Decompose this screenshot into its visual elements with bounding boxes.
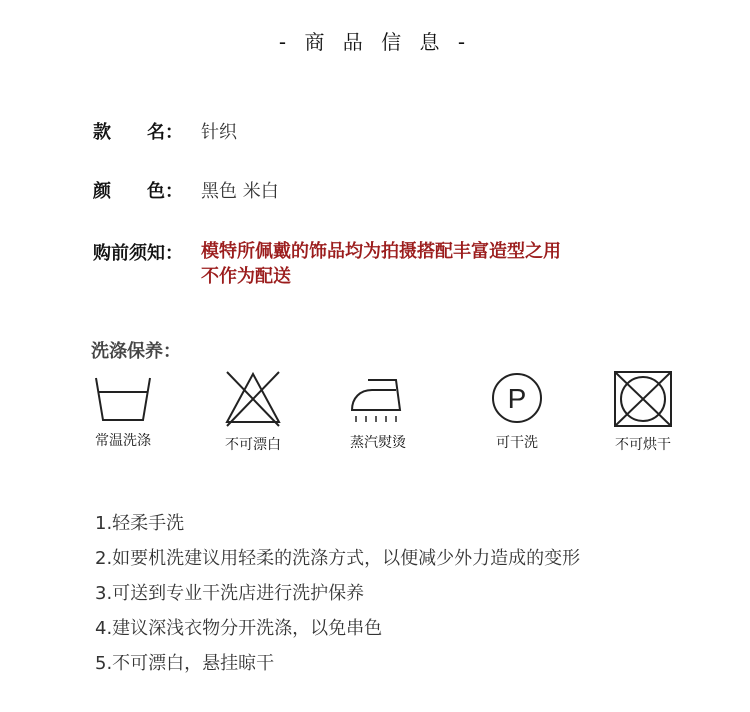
care-icon-dry-clean — [462, 370, 572, 452]
dry-clean-p-icon — [489, 370, 545, 426]
care-icon-no-tumble-dry — [588, 370, 698, 454]
icon-label: 常温洗涤 — [95, 433, 151, 449]
list-item: 1.轻柔手洗 — [95, 513, 185, 534]
steam-iron-icon — [348, 370, 408, 426]
care-instructions — [95, 512, 580, 687]
care-icon-steam-iron — [323, 370, 433, 452]
info-row-notice — [93, 239, 621, 289]
info-row-name — [93, 118, 237, 144]
name-value: 针织 — [201, 122, 237, 143]
no-tumble-dry-icon — [613, 370, 673, 428]
icon-label: 可干洗 — [496, 435, 538, 451]
list-item: 5.不可漂白，悬挂晾干 — [95, 653, 275, 674]
care-icon-wash — [68, 370, 178, 450]
notice-line-1: 模特所佩戴的饰品均为拍摄搭配丰富造型之用 — [201, 241, 561, 262]
svg-text:P: P — [507, 383, 527, 414]
color-label: 颜 色： — [93, 181, 183, 202]
notice-text — [201, 239, 621, 289]
icon-label: 蒸汽熨烫 — [350, 435, 406, 451]
name-label: 款 名： — [93, 122, 183, 143]
icon-label: 不可漂白 — [225, 437, 281, 453]
info-row-color — [93, 177, 279, 203]
list-item: 3.可送到专业干洗店进行洗护保养 — [95, 583, 365, 604]
page-title: - 商 品 信 息 - — [278, 30, 472, 54]
notice-label: 购前须知： — [93, 243, 183, 264]
no-bleach-icon — [223, 370, 283, 428]
list-item: 4.建议深浅衣物分开洗涤，以免串色 — [95, 618, 383, 639]
care-icon-no-bleach — [198, 370, 308, 454]
care-title: 洗涤保养： — [91, 341, 181, 362]
normal-temperature-wash-icon — [93, 370, 153, 424]
icon-label: 不可烘干 — [615, 437, 671, 453]
color-value: 黑色 米白 — [201, 181, 279, 202]
list-item: 2.如要机洗建议用轻柔的洗涤方式，以便减少外力造成的变形 — [95, 548, 581, 569]
notice-line-2: 不作为配送 — [201, 266, 291, 287]
